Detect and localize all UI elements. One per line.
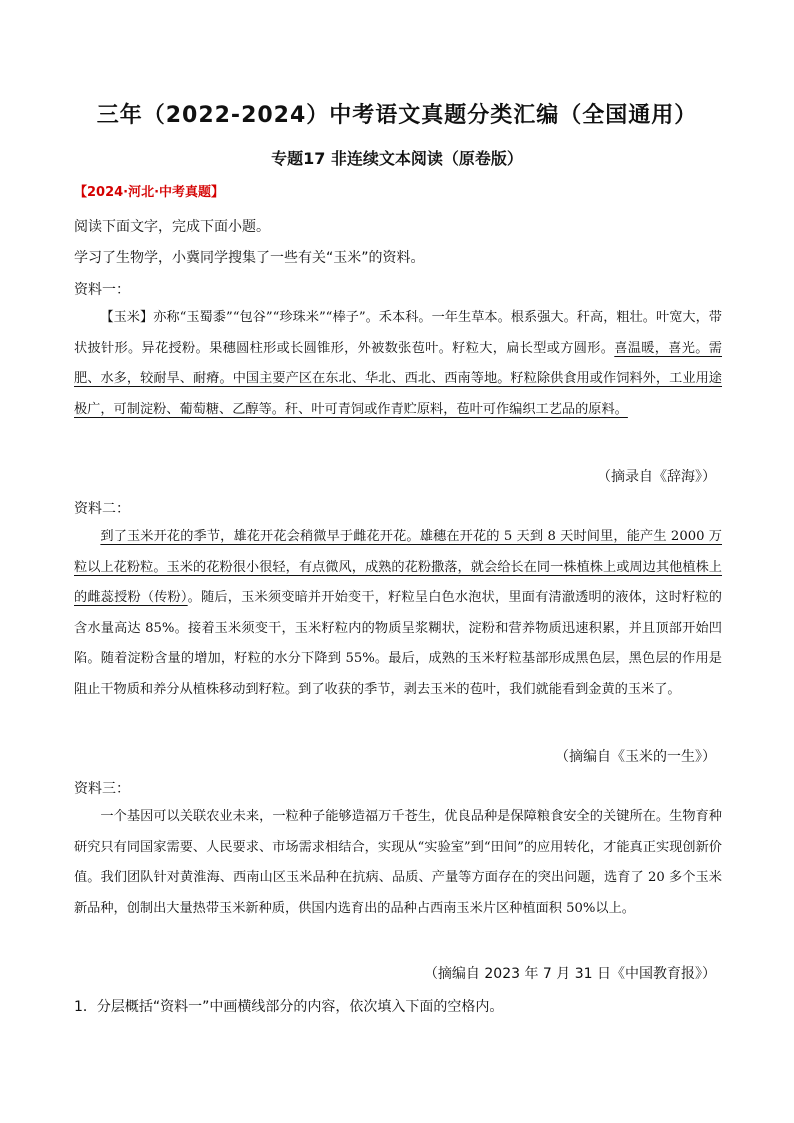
material3-credit: （摘编自 2023 年 7 月 31 日《中国教育报》）	[423, 966, 716, 982]
material1-paragraph	[74, 303, 722, 425]
material3-paragraph	[74, 802, 722, 924]
exam-source-tag: 【2024·河北·中考真题】	[74, 185, 225, 200]
material1-underlined-text: 喜温暖，喜光。需肥、水多，较耐旱、耐瘠。中国主要产区在东北、华北、西北、西南等地。籽粒除供食用或作饲料外，工业用途极广，可制淀粉、葡萄糖、乙醇等。秆、叶可青饲或作青贮原料，苞叶可作编织工艺品的原料。	[74, 340, 722, 417]
material2-credit: （摘编自《玉米的一生》）	[555, 749, 716, 765]
instruction-text: 阅读下面文字，完成下面小题。	[74, 219, 270, 235]
material1-credit: （摘录自《辞海》）	[597, 469, 716, 485]
material2-underlined-text: 到了玉米开花的季节，雄花开花会稍微早于雌花开花。雄穗在开花的 5 天到 8 天时间里，能产生 2000 万粒以上花粉粒。玉米的花粉很小很轻，有点微风，成熟的花粉撒落，就会给长在同一株植株上或周边其他植株上的雌蕊授粉（传粉）	[74, 529, 722, 605]
material1-label: 资料一：	[74, 282, 130, 298]
material2-paragraph	[74, 522, 722, 705]
material1-plain-text: 【玉米】亦称“玉蜀黍”“包谷”“珍珠米”“棒子”。禾本科。一年生草本。根系强大。秆高，粗壮。叶宽大，带状披针形。异花授粉。果穗圆柱形或长圆锥形，外被数张苞叶。籽粒大，扁长型或方圆形。	[74, 310, 722, 356]
document-title: 三年（2022-2024）中考语文真题分类汇编（全国通用）	[96, 103, 698, 128]
material3-label: 资料三：	[74, 781, 130, 797]
intro-text: 学习了生物学，小冀同学搜集了一些有关“玉米”的资料。	[74, 250, 425, 266]
question-1: 1．分层概括“资料一”中画横线部分的内容，依次填入下面的空格内。	[74, 999, 504, 1015]
material3-text: 一个基因可以关联农业未来，一粒种子能够造福万千苍生，优良品种是保障粮食安全的关键所在。生物育种研究只有同国家需要、人民要求、市场需求相结合，实现从“实验室”到“田间”的应用转化，才能真正实现创新价值。我们团队针对黄淮海、西南山区玉米品种在抗病、品质、产量等方面存在的突出问题，选育了 20 多个玉米新品种，创制出大量热带玉米新种质，供国内选育出的品种占西南玉米片区种植面积 50%以上。	[74, 809, 722, 916]
document-subtitle: 专题17 非连续文本阅读（原卷版）	[271, 149, 523, 168]
material2-label: 资料二：	[74, 501, 130, 517]
material2-plain-text: 。随后，玉米须变暗并开始变干，籽粒呈白色水泡状，里面有清澈透明的液体，这时籽粒的含水量高达 85%。接着玉米须变干，玉米籽粒内的物质呈浆糊状，淀粉和营养物质迅速积累，并且顶部开始凹陷。随着淀粉含量的增加，籽粒的水分下降到 55%。最后，成熟的玉米籽粒基部形成黑色层，黑色层的作用是阻止干物质和养分从植株移动到籽粒。到了收获的季节，剥去玉米的苞叶，我们就能看到金黄的玉米了。	[74, 590, 722, 697]
